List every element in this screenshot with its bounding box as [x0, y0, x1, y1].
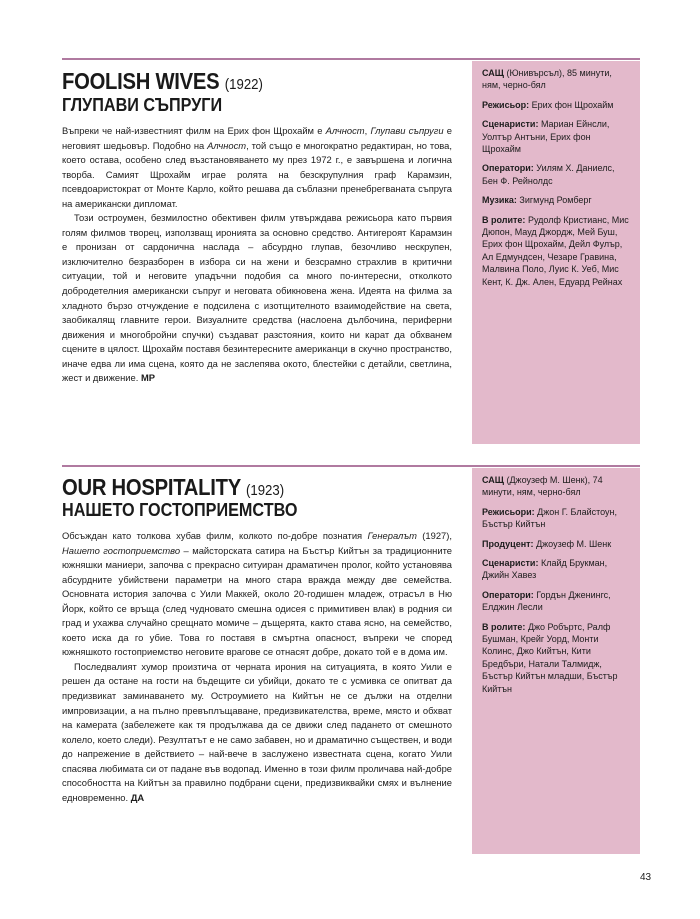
credits-cinematographers: Оператори: Гордън Дженингс, Елджин Лесли [482, 589, 611, 613]
review-paragraph: Обсъждан като толкова хубав филм, колкото по-добре познатия Генералът (1927), Нашето гостоприемство – майсторската сатира на Бъстър Кийтън за традиционните южняшки маниери, започва с прекрасно ситуиран драматичен пролог, който установява абсурдните убийствени параметри на много стара вражда между две семейства. Основната история започва с Уили Маккей, около 20-годишен младеж, отрасъл в Ню Йорк, който се връща (след чудновато смешна одисея с примитивен влак) в родния си град и ухажва случайно срещнато момиче – дъщерята, както става ясно, на семейство, което иска да го убие. Това го поставя в смъртна опасност, въпреки че според южняшкото гостоприемство неговите врагове се отнасят добре, докато той е в дома им. [62, 530, 452, 658]
film-credits-panel [472, 61, 640, 444]
credits-cast: В ролите: Рудолф Кристианс, Мис Дюпон, Мауд Джордж, Мей Буш, Ерих фон Щрохайм, Дейл Фулър, Ал Едмундсен, Чезаре Гравина, Малвина Поло, Луис К. Уеб, Мис Кент, К. Дж. Ален, Едуард Рейнах [482, 214, 629, 287]
review-paragraph: Въпреки че най-известният филм на Ерих фон Щрохайм е Алчност, Глупави съпруги е неговият шедьовър. Подобно на Алчност, той също е многократно редактиран, но това, което остава, особено след възстановяването му през 1972 г., е завършена и логична творба. Самият Щрохайм играе ролята на безскрупулния граф Карамзин, псевдоаристократ от Монте Карло, който решава да съблазни пренебрегваната съпруга на американски дипломат. [62, 125, 453, 209]
credits-country: САЩ (Юнивърсъл), 85 минути, ням, черно-бял [482, 68, 612, 91]
section-rule-2 [62, 465, 640, 467]
credits-director: Режисьор: Ерих фон Щрохайм [482, 99, 614, 110]
credits-cast: В ролите: Джо Робъртс, Ралф Бушман, Крейг Уорд, Монти Колинс, Джо Кийтън, Кити Бредбъри, Натали Талмидж, Бъстър Кийтън младши, Бъстър Кийтън [482, 621, 618, 694]
film-title-bulgarian: НАШЕТО ГОСТОПРИЕМСТВО [62, 500, 298, 520]
credits-music: Музика: Зигмунд Ромберг [482, 195, 592, 206]
author-signature: ДА [130, 791, 145, 803]
credits-country: САЩ (Джоузеф М. Шенк), 74 минути, ням, черно-бял [482, 475, 603, 498]
credits-producer: Продуцент: Джоузеф М. Шенк [482, 538, 612, 549]
film-credits-panel [472, 468, 640, 854]
film-title-bulgarian: ГЛУПАВИ СЪПРУГИ [62, 95, 223, 115]
film-year: (1922) [224, 76, 263, 93]
review-paragraph: Този остроумен, безмилостно обективен филм утвърждава режисьора като първия голям филмов творец, използващ иронията за основно средство. Антигероят Карамзин е пронизан от сардонична наслада – абсурдно глупав, безочливо нескрупен, изключително безразборен в избора си на жени и безсрамно страхлив в критични ситуации, той и неговите упадъчни подобия са много по-интересни, отколкото добродетелния американски съпруг и неговата обикновена жена. Идеята на филма за хладното бързо отчуждение е подсилена с изотщителното взаимодействие на света, заобикалящ главните герои. Визуалните средства (наслоена дълбочина, периферни движения и многобройни спучки) създават разстояния, които ни карат да обхванем сцените в цялост. Щрохайм поставя безинтересните американци в скучно пространство, иначе едва ли има сцена, която да не заслепява окото, блестейки с детайли, светлина, жест и движение. МР [62, 212, 452, 384]
review-paragraph: Последвалият хумор произтича от черната ирония на ситуацията, в която Уили е решен да остане на гости на бъдещите си убийци, докато те с усмивка се опитват да предизвикат заминаването му. Остроумието на Кийтън не се дължи на отделни импровизации, а на пълно превъплъщаване, предизвикателства, време, място и обхват на камерата (забележете как тя продължава да се движи след падането от смешното колело, което следи). Резултатът е не само забавен, но и драматично съществен, и води до напрежение в действието – най-вече в заслужено известната сцена, когато Уили спасява любимата си от падане във водопад. Именно в този филм проличава най-добре способността на Кийтън за правилно подбрани сцени, предизвиквайки смях и вълнение едновременно. ДА [62, 660, 452, 803]
film-year: (1923) [245, 482, 285, 499]
page-number: 43 [640, 872, 652, 883]
credits-writers: Сценаристи: Мариан Ейнсли, Уолтър Антъни, Ерих фон Щрохайм [482, 119, 610, 155]
credits-writers: Сценаристи: Клайд Брукман, Джийн Хавез [482, 558, 608, 581]
review-text [62, 124, 452, 386]
film-title-english: FOOLISH WIVES (1922) [62, 68, 263, 94]
review-text [62, 529, 452, 805]
section-rule-1 [62, 58, 640, 60]
credits-directors: Режисьори: Джон Г. Блайстоун, Бъстър Кийтън [482, 506, 618, 530]
credits-cinematographers: Оператори: Уилям Х. Даниелс, Бен Ф. Рейнолдс [482, 163, 615, 186]
author-signature: МР [140, 372, 155, 384]
film-title-english: OUR HOSPITALITY (1923) [62, 474, 285, 500]
